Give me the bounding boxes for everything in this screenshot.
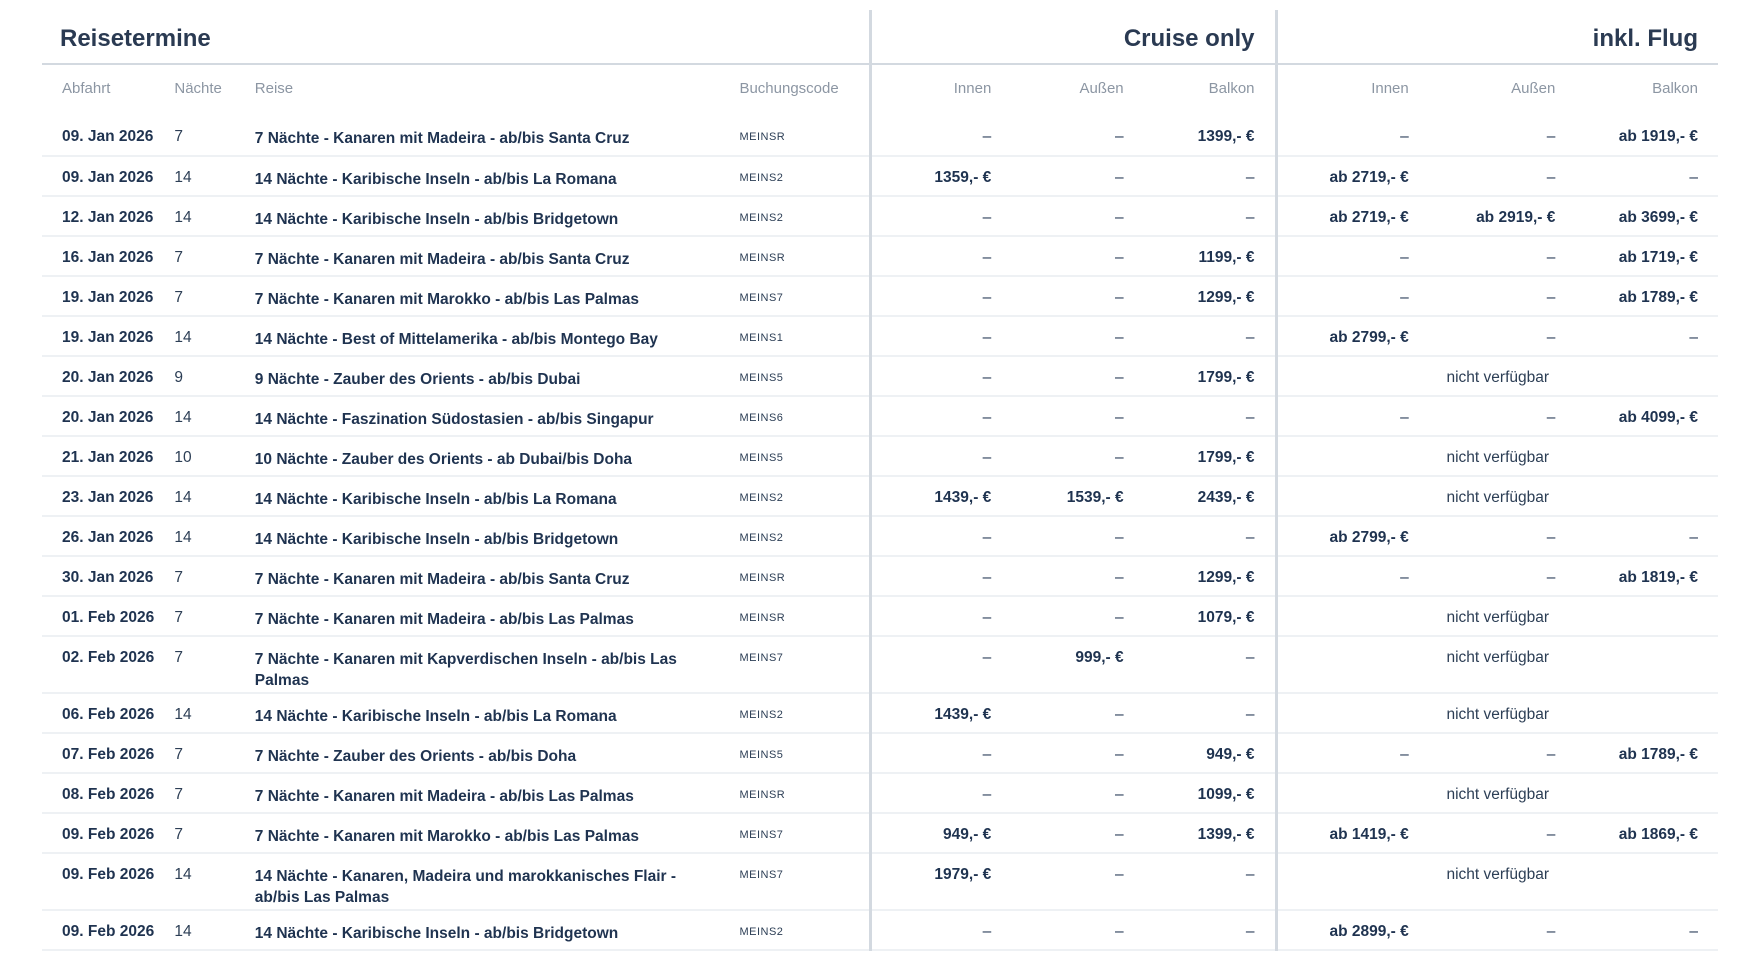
- table-row[interactable]: [42, 733, 1718, 773]
- flug-innen-price: ab 1419,- €: [1276, 813, 1429, 853]
- flug-balkon-price: ab 3699,- €: [1618, 209, 1698, 226]
- nights-count: 7: [174, 569, 183, 586]
- cruise-aussen-price: –: [1115, 706, 1124, 723]
- table-row[interactable]: [42, 196, 1718, 236]
- cruise-balkon-price: 1299,- €: [1197, 289, 1255, 306]
- departure-date: 12. Jan 2026: [62, 209, 154, 226]
- flug-aussen-price: –: [1546, 826, 1556, 843]
- table-row[interactable]: [42, 236, 1718, 276]
- cruise-aussen-price: –: [1115, 786, 1124, 803]
- cruise-aussen-price: –: [1115, 746, 1124, 763]
- departure-date: 20. Jan 2026: [62, 409, 154, 426]
- nights-count: 7: [174, 786, 183, 803]
- flug-innen-price: –: [1276, 396, 1429, 436]
- departure-date: 01. Feb 2026: [62, 609, 155, 626]
- trip-name: 14 Nächte - Karibische Inseln - ab/bis La Romana: [254, 708, 617, 725]
- nights-count: 14: [174, 329, 192, 346]
- flight-not-available: nicht verfügbar: [1276, 596, 1718, 636]
- column-header-flug-innen: Innen: [1276, 64, 1429, 116]
- flug-aussen-price: ab 2919,- €: [1476, 209, 1556, 226]
- flight-not-available: nicht verfügbar: [1276, 853, 1718, 910]
- table-row[interactable]: [42, 596, 1718, 636]
- table-row[interactable]: [42, 436, 1718, 476]
- trip-name: 14 Nächte - Karibische Inseln - ab/bis La Romana: [254, 491, 617, 508]
- booking-code: MEINS6: [739, 412, 784, 424]
- departure-date: 16. Jan 2026: [62, 249, 154, 266]
- flug-balkon-price: ab 1869,- €: [1618, 826, 1698, 843]
- departure-date: 30. Jan 2026: [62, 569, 154, 586]
- flug-balkon-price: ab 1919,- €: [1618, 128, 1698, 145]
- cruise-aussen-price: –: [1115, 249, 1124, 266]
- booking-code: MEINS5: [739, 452, 784, 464]
- cruise-aussen-price: –: [1115, 569, 1124, 586]
- trip-name: 14 Nächte - Karibische Inseln - ab/bis Bridgetown: [254, 211, 619, 228]
- cruise-innen-price: 1439,- €: [871, 693, 1012, 733]
- cruise-aussen-price: –: [1115, 609, 1124, 626]
- cruise-balkon-price: 1799,- €: [1197, 449, 1255, 466]
- table-row[interactable]: [42, 396, 1718, 436]
- trip-name: 7 Nächte - Kanaren mit Madeira - ab/bis Santa Cruz: [254, 130, 630, 147]
- cruise-balkon-price: 949,- €: [1206, 746, 1255, 763]
- flug-aussen-price: –: [1546, 329, 1556, 346]
- cruise-innen-price: –: [871, 910, 1012, 950]
- cruise-innen-price: –: [871, 316, 1012, 356]
- nights-count: 14: [174, 169, 192, 186]
- column-header-buchungscode: Buchungscode: [739, 80, 839, 97]
- cruise-aussen-price: –: [1115, 169, 1124, 186]
- flug-innen-price: ab 2799,- €: [1276, 316, 1429, 356]
- cruise-aussen-price: –: [1115, 329, 1124, 346]
- booking-code: MEINS7: [739, 652, 784, 664]
- trip-name: 14 Nächte - Karibische Inseln - ab/bis La Romana: [254, 171, 617, 188]
- flug-balkon-price: ab 1789,- €: [1618, 289, 1698, 306]
- cruise-balkon-price: 2439,- €: [1197, 489, 1255, 506]
- booking-code: MEINS5: [739, 749, 784, 761]
- cruise-balkon-price: –: [1245, 409, 1255, 426]
- flight-not-available: nicht verfügbar: [1276, 436, 1718, 476]
- nights-count: 7: [174, 826, 183, 843]
- nights-count: 7: [174, 609, 183, 626]
- flug-balkon-price: –: [1689, 329, 1698, 346]
- nights-count: 14: [174, 409, 192, 426]
- cruise-aussen-price: 999,- €: [1075, 649, 1124, 666]
- nights-count: 14: [174, 866, 192, 883]
- group-header-inkl-flug: inkl. Flug: [1276, 10, 1718, 64]
- flight-not-available: nicht verfügbar: [1276, 636, 1718, 693]
- booking-code: MEINSR: [739, 612, 786, 624]
- table-row[interactable]: [42, 556, 1718, 596]
- flug-aussen-price: –: [1546, 128, 1556, 145]
- cruise-innen-price: –: [871, 733, 1012, 773]
- flug-balkon-price: ab 1789,- €: [1618, 746, 1698, 763]
- departure-date: 06. Feb 2026: [62, 706, 155, 723]
- cruise-innen-price: 1979,- €: [871, 853, 1012, 910]
- cruise-innen-price: –: [871, 596, 1012, 636]
- column-header-abfahrt: Abfahrt: [62, 80, 111, 97]
- departure-date: 09. Feb 2026: [62, 866, 155, 883]
- trip-name: 14 Nächte - Kanaren, Madeira und marokkanisches Flair - ab/bis Las Palmas: [254, 868, 677, 906]
- cruise-innen-price: –: [871, 436, 1012, 476]
- flug-innen-price: –: [1276, 236, 1429, 276]
- cruise-aussen-price: –: [1115, 923, 1124, 940]
- flug-innen-price: ab 2719,- €: [1276, 156, 1429, 196]
- column-header-naechte: Nächte: [174, 80, 222, 97]
- cruise-balkon-price: 1399,- €: [1197, 128, 1255, 145]
- column-header-reise: Reise: [254, 80, 294, 97]
- trip-name: 7 Nächte - Kanaren mit Madeira - ab/bis Santa Cruz: [254, 251, 630, 268]
- departure-date: 19. Jan 2026: [62, 329, 154, 346]
- cruise-balkon-price: 1079,- €: [1197, 609, 1255, 626]
- table-row[interactable]: [42, 910, 1718, 950]
- flug-balkon-price: ab 4099,- €: [1618, 409, 1698, 426]
- cruise-innen-price: 1439,- €: [871, 476, 1012, 516]
- cruise-balkon-price: 1799,- €: [1197, 369, 1255, 386]
- departure-date: 09. Feb 2026: [62, 923, 155, 940]
- cruise-balkon-price: –: [1245, 209, 1255, 226]
- flug-innen-price: ab 2899,- €: [1276, 910, 1429, 950]
- booking-code: MEINSR: [739, 789, 786, 801]
- flug-aussen-price: –: [1546, 923, 1556, 940]
- departure-date: 21. Jan 2026: [62, 449, 154, 466]
- flug-balkon-price: ab 1819,- €: [1618, 569, 1698, 586]
- table-row[interactable]: [42, 276, 1718, 316]
- cruise-balkon-price: –: [1245, 169, 1255, 186]
- trip-name: 14 Nächte - Faszination Südostasien - ab/bis Singapur: [254, 411, 654, 428]
- column-header-cruise-balkon: Balkon: [1208, 80, 1255, 97]
- trip-name: 7 Nächte - Kanaren mit Madeira - ab/bis Las Palmas: [254, 611, 634, 628]
- nights-count: 7: [174, 128, 183, 145]
- table-row[interactable]: [42, 636, 1718, 693]
- nights-count: 14: [174, 209, 192, 226]
- flug-balkon-price: ab 1719,- €: [1618, 249, 1698, 266]
- flight-not-available: nicht verfügbar: [1276, 356, 1718, 396]
- cruise-balkon-price: –: [1245, 529, 1255, 546]
- flug-innen-price: –: [1276, 733, 1429, 773]
- flug-balkon-price: –: [1689, 169, 1698, 186]
- nights-count: 14: [174, 529, 192, 546]
- booking-code: MEINS2: [739, 172, 784, 184]
- flug-aussen-price: –: [1546, 169, 1556, 186]
- nights-count: 7: [174, 249, 183, 266]
- flight-not-available: nicht verfügbar: [1276, 476, 1718, 516]
- nights-count: 7: [174, 289, 183, 306]
- table-row[interactable]: [42, 156, 1718, 196]
- flug-aussen-price: –: [1546, 289, 1556, 306]
- departure-date: 07. Feb 2026: [62, 746, 155, 763]
- booking-code: MEINSR: [739, 572, 786, 584]
- table-row[interactable]: [42, 693, 1718, 733]
- nights-count: 14: [174, 489, 192, 506]
- flug-innen-price: ab 2719,- €: [1276, 196, 1429, 236]
- departure-date: 09. Jan 2026: [62, 169, 154, 186]
- flug-aussen-price: –: [1546, 529, 1556, 546]
- booking-code: MEINSR: [739, 252, 786, 264]
- table-row[interactable]: [42, 316, 1718, 356]
- booking-code: MEINS1: [739, 332, 784, 344]
- cruise-innen-price: –: [871, 276, 1012, 316]
- booking-code: MEINS5: [739, 372, 784, 384]
- cruise-innen-price: –: [871, 516, 1012, 556]
- nights-count: 7: [174, 649, 183, 666]
- nights-count: 14: [174, 923, 192, 940]
- group-header-reisetermine: Reisetermine: [42, 10, 871, 64]
- departure-date: 09. Jan 2026: [62, 128, 154, 145]
- trip-name: 14 Nächte - Karibische Inseln - ab/bis Bridgetown: [254, 531, 619, 548]
- booking-code: MEINS2: [739, 709, 784, 721]
- cruise-aussen-price: –: [1115, 409, 1124, 426]
- booking-code: MEINS2: [739, 926, 784, 938]
- cruise-balkon-price: –: [1245, 923, 1255, 940]
- table-row[interactable]: [42, 773, 1718, 813]
- trip-name: 7 Nächte - Zauber des Orients - ab/bis Doha: [254, 748, 577, 765]
- nights-count: 14: [174, 706, 192, 723]
- departure-date: 20. Jan 2026: [62, 369, 154, 386]
- flug-balkon-price: –: [1689, 923, 1698, 940]
- cruise-innen-price: –: [871, 636, 1012, 693]
- table-row[interactable]: [42, 476, 1718, 516]
- flug-aussen-price: –: [1546, 249, 1556, 266]
- cruise-innen-price: –: [871, 236, 1012, 276]
- cruise-innen-price: –: [871, 196, 1012, 236]
- cruise-aussen-price: –: [1115, 449, 1124, 466]
- cruise-balkon-price: –: [1245, 706, 1255, 723]
- cruise-aussen-price: –: [1115, 128, 1124, 145]
- trip-name: 10 Nächte - Zauber des Orients - ab Dubai/bis Doha: [254, 451, 633, 468]
- trip-name: 7 Nächte - Kanaren mit Madeira - ab/bis Santa Cruz: [254, 571, 630, 588]
- flight-not-available: nicht verfügbar: [1276, 693, 1718, 733]
- booking-code: MEINS2: [739, 532, 784, 544]
- cruise-balkon-price: 1299,- €: [1197, 569, 1255, 586]
- trip-name: 14 Nächte - Best of Mittelamerika - ab/bis Montego Bay: [254, 331, 658, 348]
- table-body: [42, 116, 1718, 950]
- cruise-aussen-price: 1539,- €: [1066, 489, 1124, 506]
- cruise-aussen-price: –: [1115, 209, 1124, 226]
- flug-innen-price: –: [1276, 276, 1429, 316]
- table-row[interactable]: [42, 116, 1718, 156]
- departure-date: 08. Feb 2026: [62, 786, 155, 803]
- nights-count: 7: [174, 746, 183, 763]
- cruise-innen-price: 1359,- €: [871, 156, 1012, 196]
- group-header-cruise-only: Cruise only: [871, 10, 1276, 64]
- flug-aussen-price: –: [1546, 409, 1556, 426]
- cruise-aussen-price: –: [1115, 529, 1124, 546]
- booking-code: MEINS7: [739, 829, 784, 841]
- flug-innen-price: –: [1276, 556, 1429, 596]
- cruise-innen-price: –: [871, 556, 1012, 596]
- trip-name: 14 Nächte - Karibische Inseln - ab/bis Bridgetown: [254, 925, 619, 942]
- flight-not-available: nicht verfügbar: [1276, 773, 1718, 813]
- trip-name: 7 Nächte - Kanaren mit Marokko - ab/bis Las Palmas: [254, 828, 639, 845]
- trip-name: 7 Nächte - Kanaren mit Marokko - ab/bis Las Palmas: [254, 291, 639, 308]
- cruise-aussen-price: –: [1115, 866, 1124, 883]
- cruise-balkon-price: 1199,- €: [1198, 249, 1255, 266]
- cruise-aussen-price: –: [1115, 826, 1124, 843]
- cruise-innen-price: –: [871, 396, 1012, 436]
- flug-balkon-price: –: [1689, 529, 1698, 546]
- booking-code: MEINS7: [739, 869, 784, 881]
- flug-aussen-price: –: [1546, 746, 1556, 763]
- nights-count: 10: [174, 449, 192, 466]
- reisetermine-table: [42, 10, 1718, 951]
- cruise-balkon-price: –: [1245, 649, 1255, 666]
- table-row[interactable]: [42, 813, 1718, 853]
- cruise-balkon-price: 1099,- €: [1197, 786, 1255, 803]
- cruise-innen-price: 949,- €: [871, 813, 1012, 853]
- cruise-innen-price: –: [871, 773, 1012, 813]
- cruise-balkon-price: –: [1245, 329, 1255, 346]
- trip-name: 7 Nächte - Kanaren mit Madeira - ab/bis Las Palmas: [254, 788, 634, 805]
- departure-date: 19. Jan 2026: [62, 289, 154, 306]
- table-row[interactable]: [42, 356, 1718, 396]
- column-header-flug-balkon: Balkon: [1652, 80, 1698, 97]
- trip-name: 7 Nächte - Kanaren mit Kapverdischen Inseln - ab/bis Las Palmas: [254, 651, 677, 689]
- nights-count: 9: [174, 369, 183, 386]
- cruise-innen-price: –: [871, 356, 1012, 396]
- column-header-cruise-innen: Innen: [871, 64, 1012, 116]
- booking-code: MEINSR: [739, 131, 786, 143]
- booking-code: MEINS2: [739, 492, 784, 504]
- flug-innen-price: ab 2799,- €: [1276, 516, 1429, 556]
- cruise-aussen-price: –: [1115, 289, 1124, 306]
- departure-date: 26. Jan 2026: [62, 529, 154, 546]
- table-row[interactable]: [42, 853, 1718, 910]
- departure-date: 02. Feb 2026: [62, 649, 155, 666]
- flug-innen-price: –: [1276, 116, 1429, 156]
- booking-code: MEINS7: [739, 292, 784, 304]
- departure-date: 09. Feb 2026: [62, 826, 155, 843]
- table-row[interactable]: [42, 516, 1718, 556]
- flug-aussen-price: –: [1546, 569, 1556, 586]
- departure-date: 23. Jan 2026: [62, 489, 154, 506]
- column-header-flug-aussen: Außen: [1511, 80, 1556, 97]
- cruise-aussen-price: –: [1115, 369, 1124, 386]
- trip-name: 9 Nächte - Zauber des Orients - ab/bis Dubai: [254, 371, 581, 388]
- cruise-balkon-price: 1399,- €: [1197, 826, 1255, 843]
- booking-code: MEINS2: [739, 212, 784, 224]
- cruise-innen-price: –: [871, 116, 1012, 156]
- cruise-balkon-price: –: [1245, 866, 1255, 883]
- column-header-cruise-aussen: Außen: [1079, 80, 1124, 97]
